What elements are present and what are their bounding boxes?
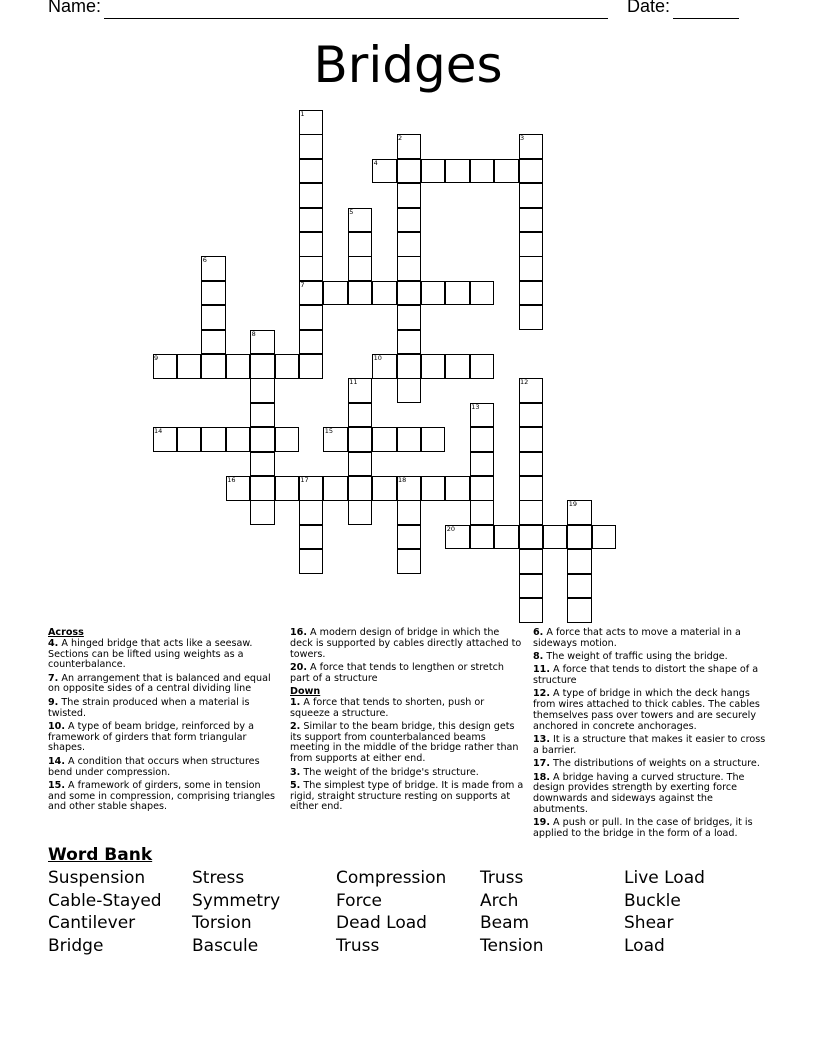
- grid-cell[interactable]: [421, 281, 446, 306]
- grid-cell[interactable]: [299, 549, 324, 574]
- clue-number: 4.: [48, 637, 59, 649]
- word-bank-word: Truss: [480, 868, 524, 888]
- clue-item: [48, 722, 280, 754]
- clue-item: [48, 674, 280, 696]
- word-bank-word: Bridge: [48, 935, 104, 956]
- grid-cell[interactable]: [519, 598, 544, 623]
- clue-number: 10.: [48, 720, 65, 732]
- grid-cell[interactable]: [470, 354, 495, 379]
- word-bank-word: Bascule: [192, 935, 259, 956]
- grid-cell[interactable]: [201, 281, 226, 306]
- clue-item: [48, 639, 280, 671]
- clue-text: The weight of the bridge's structure.: [300, 766, 479, 778]
- clues-column-3: [533, 628, 769, 842]
- grid-cell[interactable]: [519, 574, 544, 599]
- clue-number-label: 16: [227, 476, 236, 484]
- clue-number: 13.: [533, 734, 550, 746]
- grid-cell[interactable]: [201, 305, 226, 330]
- clue-text: Similar to the beam bridge, this design gets its support from counterbalanced beams meeting in the middle of the bridge rather than from supports at either end.: [290, 720, 519, 765]
- grid-cell[interactable]: [397, 378, 422, 403]
- grid-cell[interactable]: [397, 281, 422, 306]
- clue-number: 11.: [533, 664, 550, 676]
- grid-cell[interactable]: [519, 159, 544, 184]
- grid-cell[interactable]: [470, 525, 495, 550]
- clue-number: 6.: [533, 627, 544, 638]
- clue-item: [533, 628, 769, 650]
- grid-cell[interactable]: [397, 354, 422, 379]
- grid-cell[interactable]: [250, 378, 275, 403]
- grid-cell[interactable]: [421, 476, 446, 501]
- grid-cell[interactable]: [470, 476, 495, 501]
- grid-cell[interactable]: [567, 598, 592, 623]
- clue-text: A framework of girders, some in tension and some in compression, comprising triangles and other stable shapes.: [48, 779, 276, 813]
- grid-cell[interactable]: [250, 452, 275, 477]
- word-bank-word: Compression: [336, 868, 447, 888]
- grid-cell[interactable]: [348, 256, 373, 281]
- clue-number-label: 5: [349, 207, 354, 216]
- clue-number-label: 17: [300, 476, 309, 484]
- clue-item: [533, 689, 769, 732]
- grid-cell[interactable]: [519, 232, 544, 257]
- clue-text: The distributions of weights on a structure.: [550, 758, 760, 770]
- grid-cell[interactable]: [372, 427, 397, 452]
- grid-cell[interactable]: [397, 232, 422, 257]
- clue-number: 16.: [290, 627, 307, 638]
- grid-cell[interactable]: [519, 183, 544, 208]
- clue-text: A modern design of bridge in which the deck is supported by cables directly attached to towers.: [290, 627, 522, 660]
- grid-cell[interactable]: [177, 354, 202, 379]
- grid-cell[interactable]: [567, 525, 592, 550]
- clue-item: [290, 663, 524, 685]
- word-bank-word: Beam: [480, 913, 530, 933]
- clue-text: A force that tends to shorten, push or squeeze a structure.: [290, 696, 485, 719]
- grid-cell[interactable]: [299, 305, 324, 330]
- word-bank-title: Word Bank: [48, 845, 153, 865]
- clue-item: [48, 698, 280, 720]
- clue-text: An arrangement that is balanced and equal on opposite sides of a central dividing line: [48, 672, 271, 695]
- grid-cell[interactable]: [299, 525, 324, 550]
- word-bank-word: Suspension: [48, 868, 146, 888]
- clue-text: The weight of traffic using the bridge.: [543, 651, 728, 663]
- clue-number-label: 11: [349, 378, 358, 387]
- grid-cell[interactable]: [421, 159, 446, 184]
- grid-cell[interactable]: [397, 549, 422, 574]
- grid-cell[interactable]: [519, 208, 544, 233]
- clue-text: The simplest type of bridge. It is made from a rigid, straight structure resting on supports at either end.: [290, 779, 524, 813]
- clues-column-2: [290, 628, 524, 816]
- grid-cell[interactable]: [372, 476, 397, 501]
- clue-item: [533, 665, 769, 687]
- grid-cell[interactable]: [250, 427, 275, 452]
- clue-text: It is a structure that makes it easier to cross a barrier.: [533, 734, 766, 756]
- date-label: Date:: [627, 0, 671, 16]
- grid-cell[interactable]: [275, 427, 300, 452]
- word-bank-word: Tension: [480, 935, 544, 956]
- down-heading: Down: [290, 685, 321, 697]
- grid-cell[interactable]: [348, 232, 373, 257]
- grid-cell[interactable]: [592, 525, 617, 550]
- clue-item: [533, 735, 769, 757]
- grid-cell[interactable]: [519, 452, 544, 477]
- grid-cell[interactable]: [348, 500, 373, 525]
- grid-cell[interactable]: [348, 281, 373, 306]
- grid-cell[interactable]: [250, 500, 275, 525]
- grid-cell[interactable]: [397, 525, 422, 550]
- grid-cell[interactable]: [397, 183, 422, 208]
- clue-item: [290, 722, 524, 765]
- clue-text: A condition that occurs when structures bend under compression.: [48, 755, 260, 778]
- grid-cell[interactable]: [519, 403, 544, 428]
- grid-cell[interactable]: [421, 354, 446, 379]
- clue-number-label: 12: [520, 378, 529, 387]
- word-bank-word: Cable-Stayed: [48, 890, 162, 911]
- word-bank-word: Shear: [624, 913, 674, 933]
- clue-number-label: 20: [446, 524, 456, 533]
- grid-cell[interactable]: [348, 427, 373, 452]
- grid-cell[interactable]: [470, 281, 495, 306]
- grid-cell[interactable]: [348, 452, 373, 477]
- grid-cell[interactable]: [275, 354, 300, 379]
- word-bank-word: Truss: [336, 935, 380, 956]
- clue-text: A type of beam bridge, reinforced by a framework of girders that form triangular shapes.: [48, 720, 254, 754]
- grid-cell[interactable]: [177, 427, 202, 452]
- grid-cell[interactable]: [348, 476, 373, 501]
- grid-cell[interactable]: [519, 256, 544, 281]
- grid-cell[interactable]: [250, 403, 275, 428]
- word-bank-items: [48, 867, 788, 962]
- clue-number: 3.: [290, 766, 301, 778]
- grid-cell[interactable]: [445, 476, 470, 501]
- clue-item: [290, 781, 524, 813]
- clue-number: 1.: [290, 696, 301, 708]
- grid-cell[interactable]: [201, 427, 226, 452]
- grid-cell[interactable]: [519, 427, 544, 452]
- clue-item: [533, 818, 769, 840]
- grid-cell[interactable]: [445, 159, 470, 184]
- clue-number: 18.: [533, 771, 550, 783]
- page-title: Bridges: [313, 36, 503, 94]
- grid-cell[interactable]: [299, 159, 324, 184]
- down-clue-list-cont: [533, 628, 769, 840]
- clue-number-label: 4: [373, 158, 378, 167]
- clue-number-label: 9: [154, 354, 159, 362]
- grid-cell[interactable]: [299, 232, 324, 257]
- grid-cell[interactable]: [519, 281, 544, 306]
- grid-cell[interactable]: [250, 354, 275, 379]
- name-label: Name:: [48, 0, 102, 16]
- clue-text: The strain produced when a material is twisted.: [48, 696, 250, 719]
- clue-number: 8.: [533, 651, 544, 663]
- clue-number-label: 19: [568, 500, 578, 509]
- word-bank-word: Cantilever: [48, 913, 136, 933]
- grid-cell[interactable]: [519, 500, 544, 525]
- clue-number: 9.: [48, 696, 59, 708]
- clue-text: A force that acts to move a material in a sideways motion.: [533, 627, 741, 649]
- grid-cell[interactable]: [445, 281, 470, 306]
- clue-text: A force that tends to lengthen or stretch part of a structure: [290, 661, 504, 684]
- grid-cell[interactable]: [299, 500, 324, 525]
- clue-number-label: 3: [520, 134, 525, 143]
- grid-cell[interactable]: [299, 330, 324, 355]
- clue-item: [533, 652, 769, 663]
- grid-cell[interactable]: [372, 281, 397, 306]
- grid-cell[interactable]: [494, 159, 519, 184]
- clue-number-label: 8: [251, 329, 256, 338]
- grid-cell[interactable]: [397, 208, 422, 233]
- clue-number: 15.: [48, 779, 65, 791]
- grid-cell[interactable]: [323, 476, 348, 501]
- clue-number-label: 14: [154, 427, 163, 436]
- grid-cell[interactable]: [397, 256, 422, 281]
- clue-number: 5.: [290, 779, 301, 791]
- word-bank-word: Stress: [192, 868, 245, 888]
- word-bank-word: Buckle: [624, 890, 681, 911]
- grid-cell[interactable]: [494, 525, 519, 550]
- grid-cell[interactable]: [299, 134, 324, 159]
- clue-number: 17.: [533, 758, 550, 770]
- clue-number-label: 18: [398, 476, 407, 484]
- grid-cell[interactable]: [250, 476, 275, 501]
- down-clue-list: [290, 698, 524, 813]
- clue-number: 2.: [290, 720, 301, 732]
- grid-cell[interactable]: [226, 427, 251, 452]
- word-bank-word: Force: [336, 890, 382, 911]
- word-bank-word: Symmetry: [192, 890, 281, 911]
- across-clue-list-cont: [290, 628, 524, 684]
- clues-column-1: [48, 628, 280, 816]
- grid-cell[interactable]: [519, 549, 544, 574]
- grid-cell[interactable]: [397, 159, 422, 184]
- grid-cell[interactable]: [299, 256, 324, 281]
- grid-cell[interactable]: [519, 305, 544, 330]
- across-heading: Across: [48, 627, 84, 638]
- grid-cell[interactable]: [201, 330, 226, 355]
- grid-cell[interactable]: [299, 208, 324, 233]
- clue-number: 20.: [290, 661, 307, 673]
- clue-number-label: 7: [300, 280, 305, 289]
- clue-item: [533, 773, 769, 816]
- clue-text: A hinged bridge that acts like a seesaw. Sections can be lifted using weights as a counterbalance.: [48, 637, 253, 671]
- grid-cell[interactable]: [543, 525, 568, 550]
- grid-cell[interactable]: [397, 427, 422, 452]
- clue-text: A force that tends to distort the shape of a structure: [533, 664, 759, 687]
- word-bank-word: Torsion: [192, 913, 252, 933]
- clue-number: 19.: [533, 817, 550, 829]
- clue-item: [48, 781, 280, 813]
- grid-cell[interactable]: [470, 427, 495, 452]
- clue-text: A type of bridge in which the deck hangs from wires attached to thick cables. The cables themselves pass over towers and are securely anchored in concrete anchorages.: [533, 688, 760, 732]
- clue-number: 7.: [48, 672, 59, 684]
- grid-cell[interactable]: [397, 500, 422, 525]
- grid-cell[interactable]: [299, 354, 324, 379]
- grid-cell[interactable]: [348, 403, 373, 428]
- clue-number-label: 1: [300, 110, 305, 118]
- clue-number-label: 13: [471, 402, 480, 411]
- word-bank-word: Load: [624, 935, 665, 956]
- grid-cell[interactable]: [567, 549, 592, 574]
- grid-cell[interactable]: [201, 354, 226, 379]
- grid-cell[interactable]: [323, 281, 348, 306]
- grid-cell[interactable]: [470, 452, 495, 477]
- word-bank-word: Live Load: [624, 868, 705, 888]
- clue-number-label: 15: [324, 427, 334, 436]
- word-bank-word: Arch: [480, 890, 519, 911]
- grid-cell[interactable]: [470, 500, 495, 525]
- clue-number-label: 2: [398, 134, 403, 143]
- clue-text: A bridge having a curved structure. The design provides strength by exerting force downwards and sideways against the abutments.: [533, 771, 745, 815]
- grid-cell[interactable]: [299, 183, 324, 208]
- clue-text: A push or pull. In the case of bridges, it is applied to the bridge in the form of a load.: [533, 817, 753, 840]
- grid-cell[interactable]: [226, 354, 251, 379]
- clue-number-label: 6: [202, 256, 207, 265]
- grid-cell[interactable]: [519, 476, 544, 501]
- grid-cell[interactable]: [445, 354, 470, 379]
- clue-number-label: 10: [373, 354, 382, 362]
- grid-cell[interactable]: [470, 159, 495, 184]
- grid-cell[interactable]: [275, 476, 300, 501]
- word-bank-word: Dead Load: [336, 913, 427, 933]
- grid-cell[interactable]: [567, 574, 592, 599]
- across-clue-list: [48, 639, 280, 813]
- clue-item: [290, 628, 524, 660]
- grid-cell[interactable]: [421, 427, 446, 452]
- clue-number: 14.: [48, 755, 65, 767]
- grid-cell[interactable]: [519, 525, 544, 550]
- grid-cell[interactable]: [397, 330, 422, 355]
- grid-cell[interactable]: [397, 305, 422, 330]
- clue-item: [48, 757, 280, 779]
- word-bank: [48, 845, 788, 962]
- clue-item: [533, 759, 769, 770]
- clue-item: [290, 768, 524, 779]
- clue-number: 12.: [533, 688, 550, 700]
- clue-item: [290, 698, 524, 720]
